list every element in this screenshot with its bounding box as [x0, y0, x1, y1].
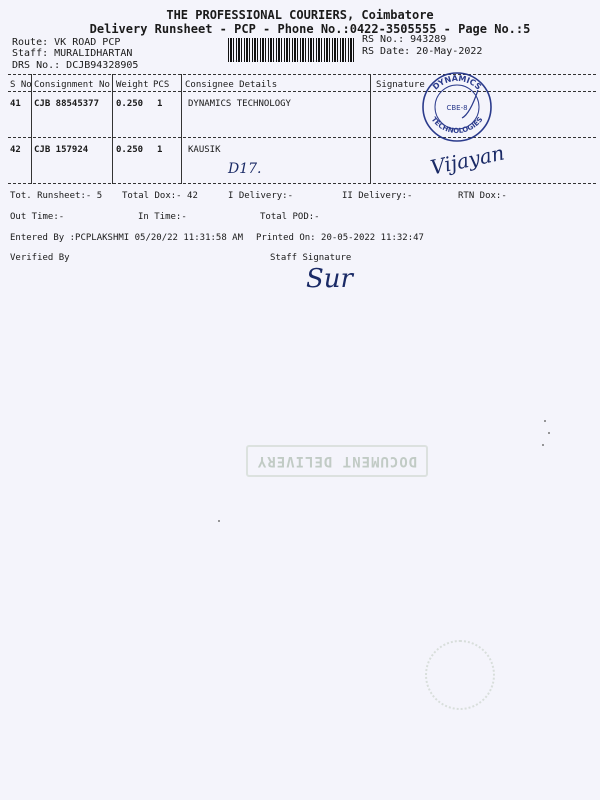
stamp-center-text: CBE-8 — [446, 104, 468, 112]
faint-delivery-stamp: DOCUMENT DELIVERY — [246, 445, 428, 477]
col-header-signature: Signature — [376, 80, 425, 90]
table-row-consignment: CJB 157924 — [34, 145, 89, 155]
table-top-rule — [8, 74, 596, 75]
col-header-consignee: Consignee Details — [185, 80, 278, 90]
entered-by: Entered By :PCPLAKSHMI 05/20/22 11:31:58 AM — [10, 233, 243, 243]
table-row-consignee: DYNAMICS TECHNOLOGY — [188, 99, 291, 109]
rtn-dox: RTN Dox:- — [458, 191, 507, 201]
speck — [544, 420, 546, 422]
speck — [542, 444, 544, 446]
col-header-consignment: Consignment No — [34, 80, 110, 90]
total-pod: Total POD:- — [260, 212, 320, 222]
rs-number: RS No.: 943289 — [362, 34, 447, 45]
drs-number: DRS No.: DCJB94328905 — [12, 60, 139, 71]
col-header-weight: Weight — [116, 80, 149, 90]
table-row-consignment: CJB 88545377 — [34, 99, 100, 109]
table-header-rule — [8, 91, 596, 92]
verified-by: Verified By — [10, 253, 70, 263]
speck — [218, 520, 220, 522]
col-divider — [370, 74, 371, 184]
row-separator — [8, 137, 596, 138]
total-runsheet: Tot. Runsheet:- 5 — [10, 191, 103, 201]
staff-signature: Sur — [306, 264, 353, 294]
faint-round-stamp — [425, 640, 495, 710]
stamp-bottom-text: TECHNOLOGIES — [429, 115, 485, 136]
table-row-pcs: 1 — [157, 99, 163, 109]
speck — [548, 432, 550, 434]
i-delivery: I Delivery:- — [228, 191, 294, 201]
stamp-top-text: DYNAMICS — [431, 73, 483, 92]
col-header-pcs: PCS — [153, 80, 170, 90]
table-row-sno: 42 — [10, 145, 21, 155]
barcode — [228, 38, 354, 62]
document-title: THE PROFESSIONAL COURIERS, Coimbatore — [166, 8, 434, 22]
svg-text:DYNAMICS — [431, 74, 483, 92]
rs-date: RS Date: 20-May-2022 — [362, 46, 483, 57]
col-divider — [112, 74, 113, 184]
table-row-weight: 0.250 — [116, 145, 144, 155]
staff-label: Staff: MURALIDHARTAN — [12, 48, 133, 59]
in-time: In Time:- — [138, 212, 187, 222]
company-stamp — [418, 70, 496, 144]
out-time: Out Time:- — [10, 212, 65, 222]
table-row-consignee: KAUSIK — [188, 145, 221, 155]
ii-delivery: II Delivery:- — [342, 191, 413, 201]
printed-on: Printed On: 20-05-2022 11:32:47 — [256, 233, 424, 243]
staff-signature-label: Staff Signature — [270, 253, 352, 263]
document-subtitle: Delivery Runsheet - PCP - Phone No.:0422-3505555 - Page No.:5 — [89, 22, 531, 36]
col-divider — [31, 74, 32, 184]
route-label: Route: VK ROAD PCP — [12, 37, 121, 48]
recipient-signature: Vijayan — [428, 140, 507, 180]
table-row-pcs: 1 — [157, 145, 163, 155]
table-bottom-rule — [8, 183, 596, 184]
total-dox: Total Dox:- 42 — [122, 191, 198, 201]
handwritten-note: D17. — [228, 161, 262, 177]
col-divider — [181, 74, 182, 184]
svg-text:TECHNOLOGIES — [430, 116, 485, 136]
col-header-sno: S No — [10, 80, 32, 90]
table-row-sno: 41 — [10, 99, 21, 109]
table-row-weight: 0.250 — [116, 99, 144, 109]
